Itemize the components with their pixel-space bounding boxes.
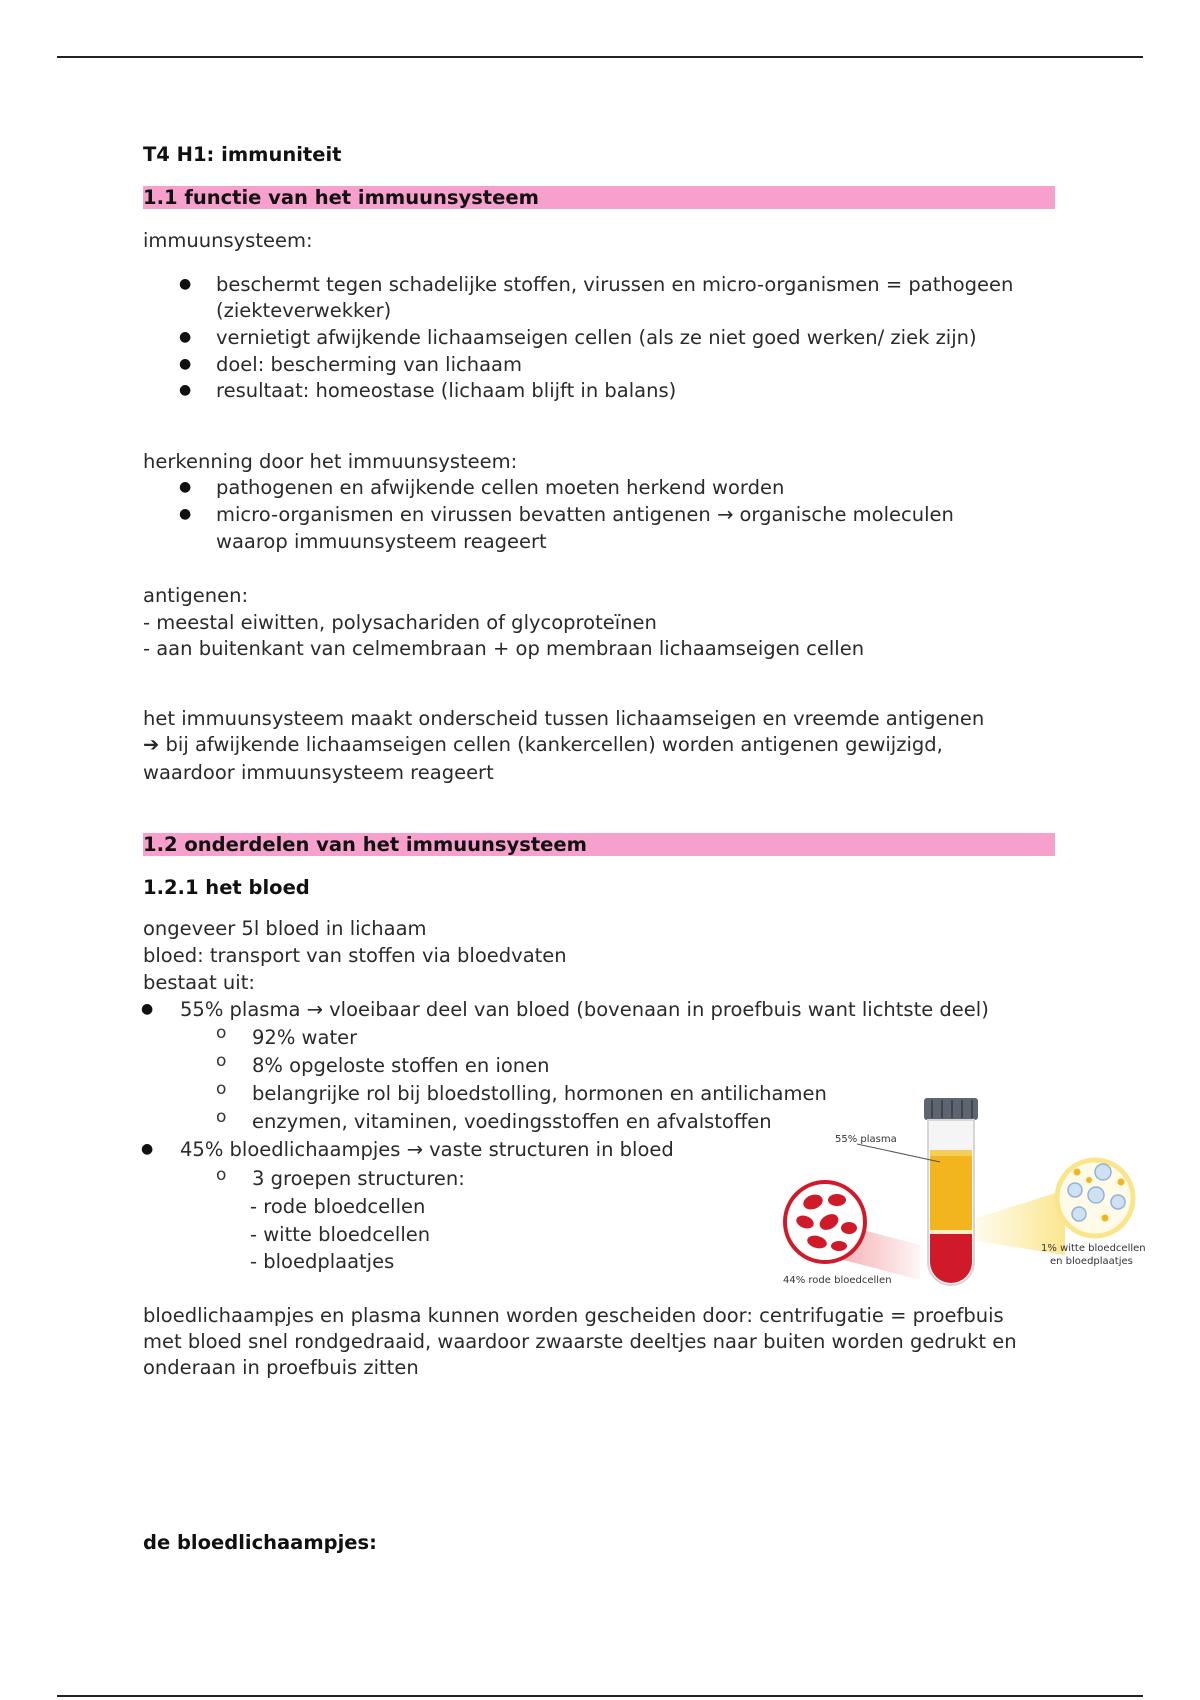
blood-intro-line: ongeveer 5l bloed in lichaam bbox=[143, 917, 427, 940]
platelet bbox=[1118, 1179, 1125, 1186]
white-cell bbox=[1068, 1183, 1082, 1197]
white-cell bbox=[1072, 1207, 1086, 1221]
antigen-title: antigenen: bbox=[143, 584, 249, 607]
bullet-marker: ● bbox=[141, 1141, 154, 1157]
cells-item: 45% bloedlichaampjes → vaste structuren in bloed bbox=[180, 1138, 674, 1161]
white-cells-label: 1% witte bloedcellen bbox=[1041, 1243, 1146, 1254]
white-cell bbox=[1111, 1195, 1125, 1209]
plasma-subitem: 92% water bbox=[252, 1026, 358, 1049]
plasma-subitem: 8% opgeloste stoffen en ionen bbox=[252, 1054, 550, 1077]
bullet-marker: ● bbox=[179, 329, 192, 345]
recognition-intro: herkenning door het immuunsysteem: bbox=[143, 450, 518, 473]
red-cell bbox=[831, 1241, 847, 1251]
distinction-line: waardoor immuunsysteem reageert bbox=[143, 761, 494, 784]
circle-bullet: o bbox=[216, 1165, 227, 1185]
cells-subitem: - rode bloedcellen bbox=[250, 1195, 426, 1218]
section-heading-1-2: 1.2 onderdelen van het immuunsysteem bbox=[143, 833, 1055, 856]
centrifuge-line: bloedlichaampjes en plasma kunnen worden gescheiden door: centrifugatie = proefbuis bbox=[143, 1304, 1004, 1327]
list-item: pathogenen en afwijkende cellen moeten herkend worden bbox=[216, 476, 785, 499]
platelet bbox=[1086, 1177, 1092, 1183]
antigen-line: - meestal eiwitten, polysachariden of glycoproteïnen bbox=[143, 611, 657, 634]
red-cell bbox=[828, 1194, 846, 1206]
platelet bbox=[1074, 1169, 1081, 1176]
plasma-subitem: enzymen, vitaminen, voedingsstoffen en afvalstoffen bbox=[252, 1110, 772, 1133]
platelet bbox=[1102, 1215, 1109, 1222]
red-cells-label: 44% rode bloedcellen bbox=[783, 1275, 892, 1286]
bottom-heading: de bloedlichaampjes: bbox=[143, 1531, 377, 1554]
distinction-line: ➔ bij afwijkende lichaamseigen cellen (kankercellen) worden antigenen gewijzigd, bbox=[143, 733, 943, 756]
subsection-heading: 1.2.1 het bloed bbox=[143, 876, 310, 899]
top-rule bbox=[57, 56, 1143, 58]
distinction-line: het immuunsysteem maakt onderscheid tussen lichaamseigen en vreemde antigenen bbox=[143, 707, 985, 730]
plasma-item: 55% plasma → vloeibaar deel van bloed (bovenaan in proefbuis want lichtste deel) bbox=[180, 998, 989, 1021]
list-item: vernietigt afwijkende lichaamseigen cellen (als ze niet goed werken/ ziek zijn) bbox=[216, 326, 977, 349]
blood-tube-figure bbox=[775, 1090, 1155, 1290]
list-item: doel: bescherming van lichaam bbox=[216, 353, 522, 376]
plasma-label: 55% plasma bbox=[835, 1134, 897, 1145]
cells-subitem: - witte bloedcellen bbox=[250, 1223, 431, 1246]
list-item: resultaat: homeostase (lichaam blijft in balans) bbox=[216, 379, 677, 402]
immune-intro: immuunsysteem: bbox=[143, 229, 313, 252]
white-cells-label: en bloedplaatjes bbox=[1050, 1256, 1133, 1267]
white-cell bbox=[1088, 1187, 1104, 1203]
circle-bullet: o bbox=[216, 1051, 227, 1071]
cells-group: 3 groepen structuren: bbox=[252, 1167, 465, 1190]
bullet-marker: ● bbox=[179, 276, 192, 292]
list-item: micro-organismen en virussen bevatten antigenen → organische moleculen bbox=[216, 503, 954, 526]
antigen-line: - aan buitenkant van celmembraan + op membraan lichaamseigen cellen bbox=[143, 637, 865, 660]
centrifuge-line: onderaan in proefbuis zitten bbox=[143, 1356, 419, 1379]
blood-intro-line: bloed: transport van stoffen via bloedvaten bbox=[143, 944, 567, 967]
circle-bullet: o bbox=[216, 1023, 227, 1043]
list-item-continued: (ziekteverwekker) bbox=[216, 299, 392, 322]
bullet-marker: ● bbox=[179, 356, 192, 372]
white-cell bbox=[1095, 1164, 1111, 1180]
white-cell-layer bbox=[930, 1230, 972, 1234]
bullet-marker: ● bbox=[179, 479, 192, 495]
plasma-subitem: belangrijke rol bij bloedstolling, hormonen en antilichamen bbox=[252, 1082, 827, 1105]
bullet-marker: ● bbox=[179, 506, 192, 522]
centrifuge-line: met bloed snel rondgedraaid, waardoor zwaarste deeltjes naar buiten worden gedrukt en bbox=[143, 1330, 1017, 1353]
plasma-layer bbox=[930, 1150, 972, 1232]
list-item-continued: waarop immuunsysteem reageert bbox=[216, 530, 547, 553]
bullet-marker: ● bbox=[141, 1001, 154, 1017]
cells-subitem: - bloedplaatjes bbox=[250, 1250, 395, 1273]
list-item: beschermt tegen schadelijke stoffen, virussen en micro-organismen = pathogeen bbox=[216, 273, 1014, 296]
bottom-rule bbox=[57, 1695, 1143, 1697]
section-heading-1-1: 1.1 functie van het immuunsysteem bbox=[143, 186, 1055, 209]
blood-intro-line: bestaat uit: bbox=[143, 971, 255, 994]
circle-bullet: o bbox=[216, 1107, 227, 1127]
red-cell bbox=[841, 1222, 857, 1234]
red-blood-layer bbox=[930, 1234, 972, 1283]
page-title: T4 H1: immuniteit bbox=[143, 143, 342, 166]
circle-bullet: o bbox=[216, 1079, 227, 1099]
bullet-marker: ● bbox=[179, 382, 192, 398]
